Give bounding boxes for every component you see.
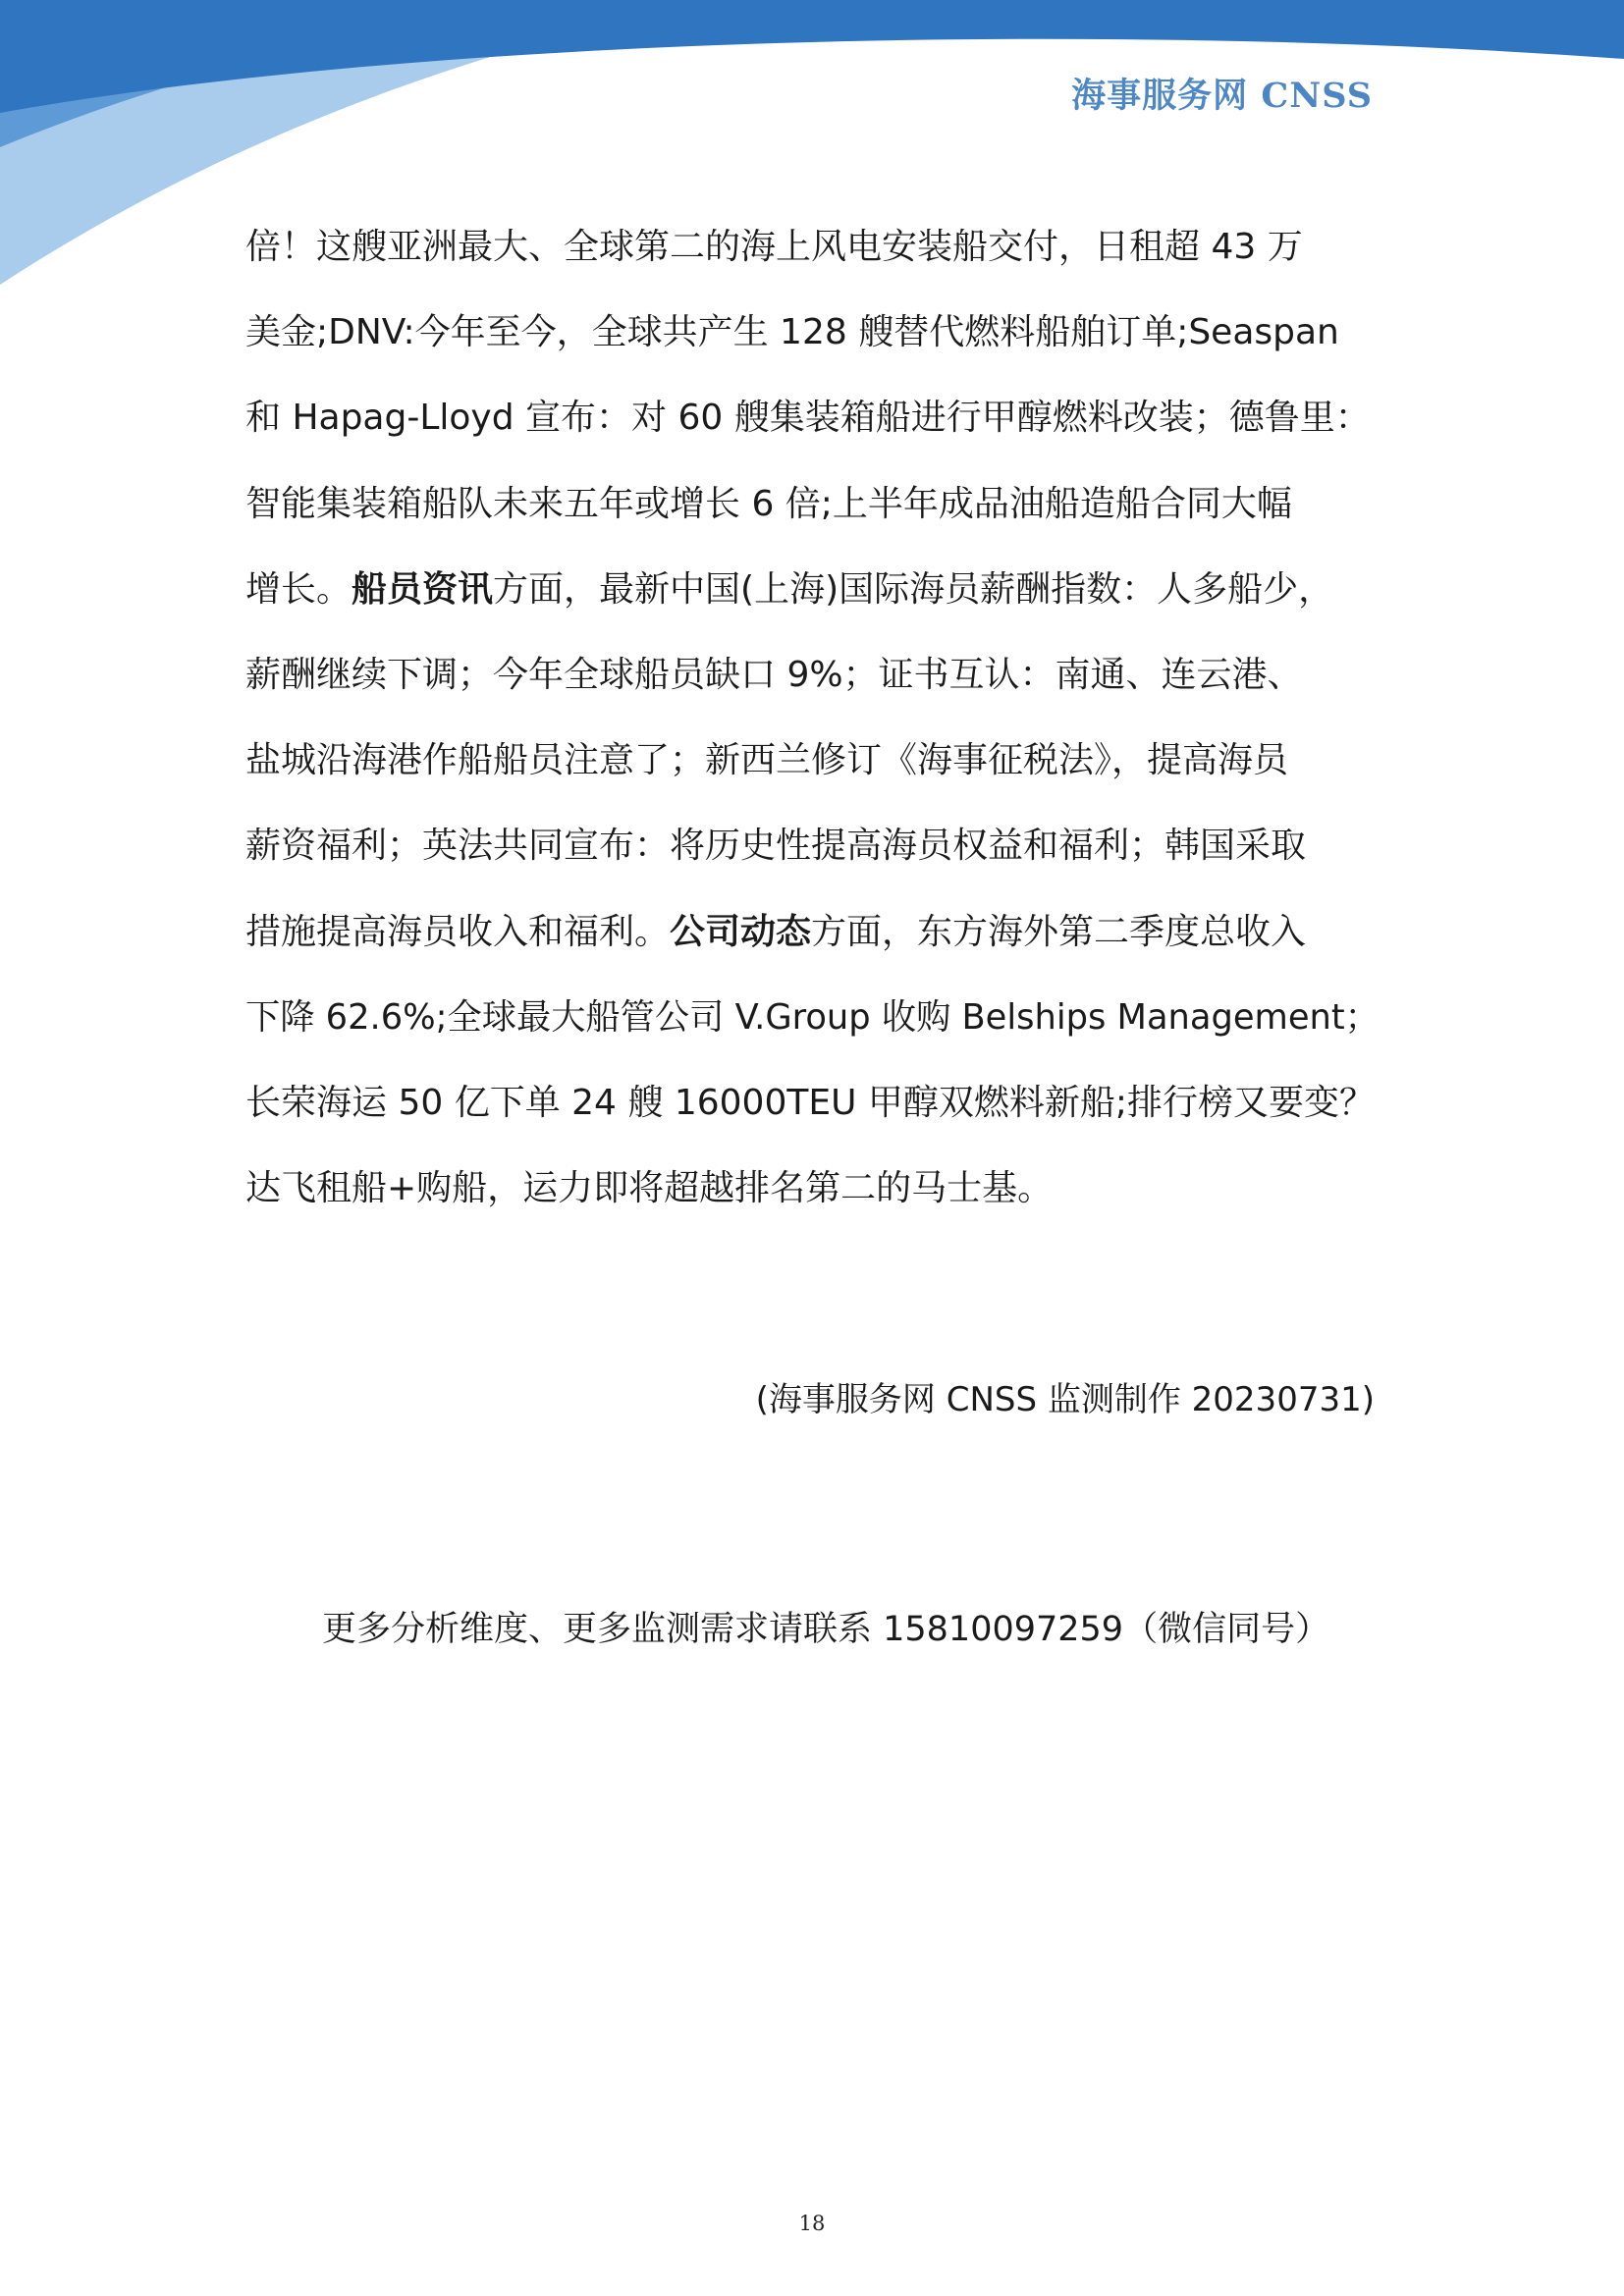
- body-text-segment: 薪资福利；英法共同宣布：将历史性提高海员权益和福利；韩国采取: [245, 826, 1307, 867]
- body-text-segment: 美金;DNV:今年至今，全球共产生 128 艘替代燃料船舶订单;Seaspan: [245, 312, 1339, 353]
- body-line: [245, 889, 1380, 975]
- body-line: [245, 204, 1380, 290]
- signature-line: (海事服务网 CNSS 监测制作 20230731): [755, 1380, 1375, 1419]
- body-line: [245, 1146, 1380, 1231]
- body-text-segment: 和 Hapag-Lloyd 宣布：对 60 艘集装箱船进行甲醇燃料改装；德鲁里：: [245, 398, 1371, 439]
- body-text-segment: 长荣海运 50 亿下单 24 艘 16000TEU 甲醇双燃料新船;排行榜又要变？: [245, 1082, 1376, 1123]
- body-text-segment: 薪酬继续下调；今年全球船员缺口 9%；证书互认：南通、连云港、: [245, 654, 1303, 695]
- body-line: [245, 375, 1380, 460]
- body-text-segment: 方面，最新中国(上海)国际海员薪酬指数：人多船少，: [493, 568, 1334, 610]
- body-text-segment: 达飞租船+购船，运力即将超越排名第二的马士基。: [245, 1168, 1054, 1209]
- body-text-segment: 方面，东方海外第二季度总收入: [811, 911, 1307, 952]
- body-line: [245, 1060, 1380, 1146]
- body-line: [245, 290, 1380, 375]
- section-heading: 公司动态: [670, 911, 812, 952]
- body-line: [245, 632, 1380, 718]
- body-text-segment: 增长。: [245, 568, 352, 610]
- contact-line: 更多分析维度、更多监测需求请联系 15810097259（微信同号）: [322, 1610, 1330, 1649]
- article-body: [245, 204, 1380, 1231]
- body-line: [245, 547, 1380, 632]
- brand-title: 海事服务网 CNSS: [1071, 76, 1373, 116]
- page-number: 18: [798, 2212, 826, 2235]
- section-heading: 船员资讯: [352, 568, 494, 610]
- body-line: [245, 803, 1380, 888]
- body-text-segment: 智能集装箱船队未来五年或增长 6 倍;上半年成品油船造船合同大幅: [245, 483, 1292, 524]
- body-text-segment: 下降 62.6%;全球最大船管公司 V.Group 收购 Belships Management；: [245, 996, 1380, 1038]
- body-text-segment: 倍！这艘亚洲最大、全球第二的海上风电安装船交付，日租超 43 万: [245, 227, 1303, 267]
- body-line: [245, 975, 1380, 1060]
- body-text-segment: 措施提高海员收入和福利。: [245, 911, 671, 952]
- body-text-segment: 盐城沿海港作船船员注意了；新西兰修订《海事征税法》，提高海员: [245, 740, 1289, 781]
- body-line: [245, 718, 1380, 803]
- body-line: [245, 461, 1380, 547]
